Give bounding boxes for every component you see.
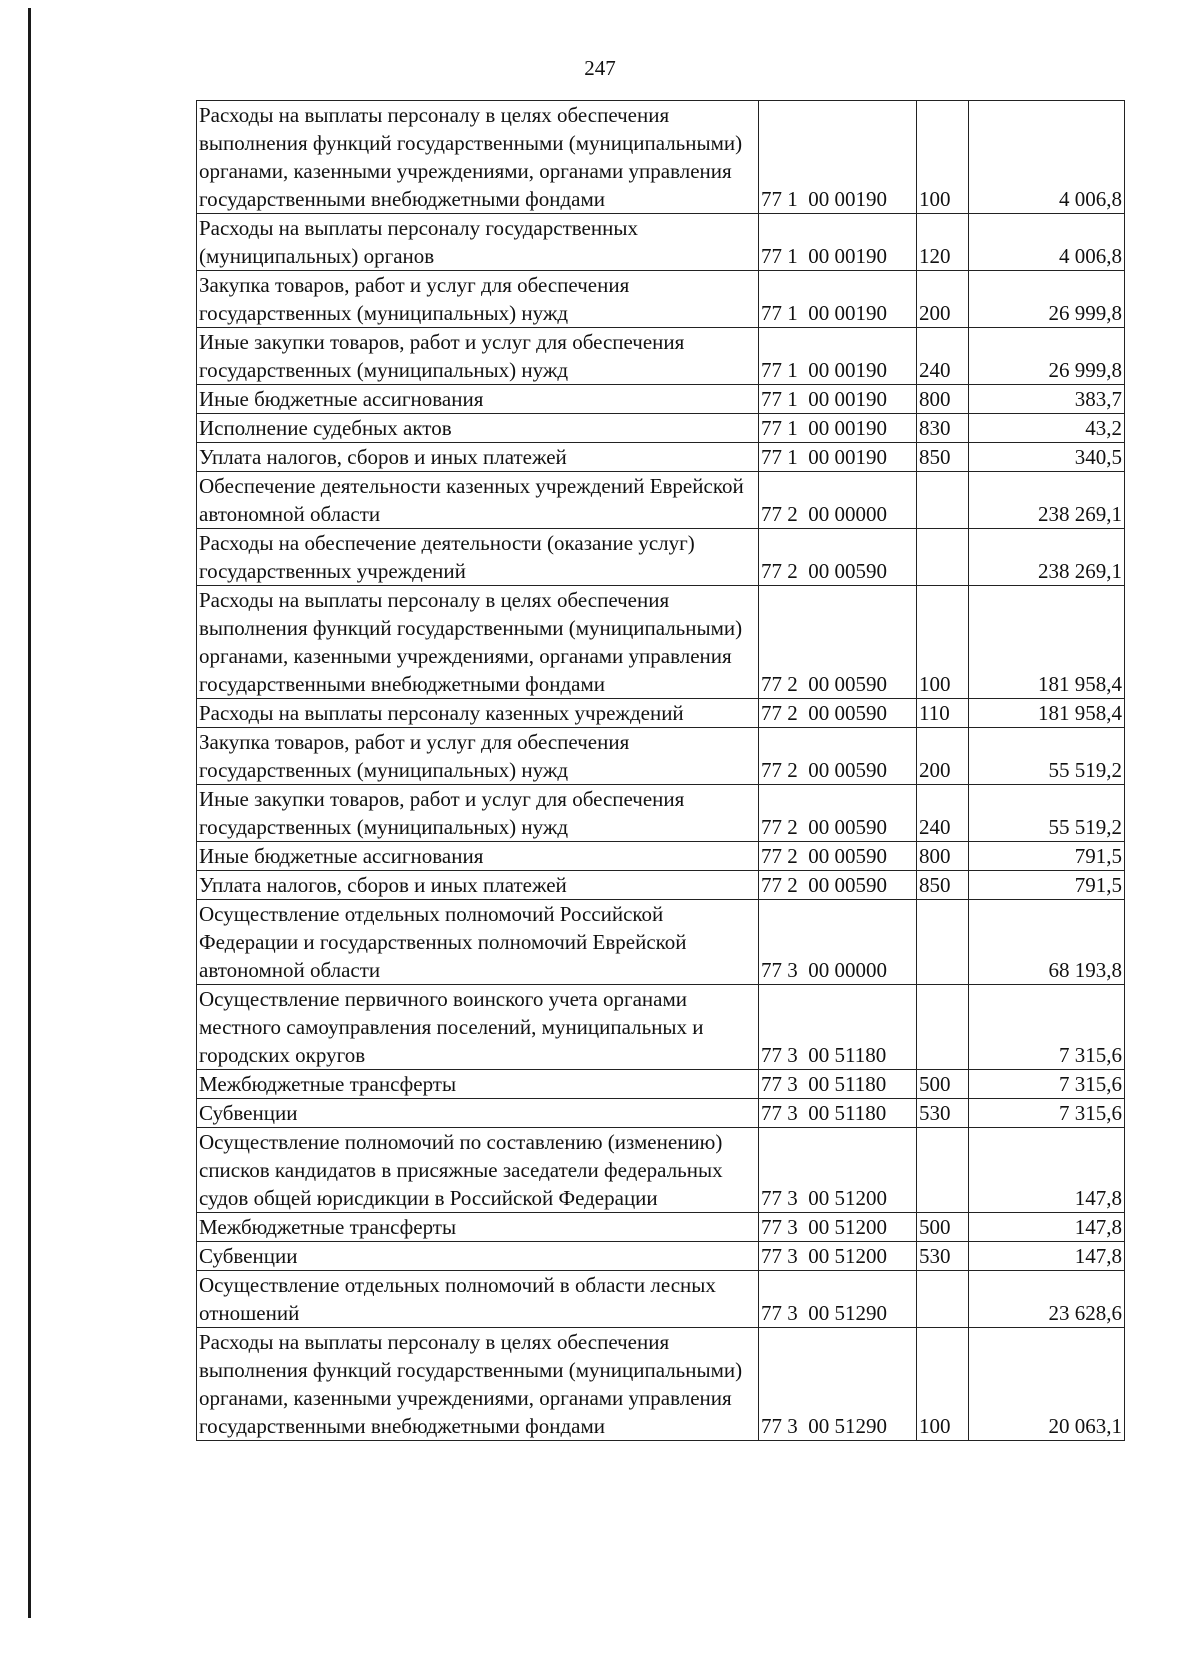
target-code-cell: 77 3 00 51200 — [759, 1213, 917, 1242]
target-code-cell: 77 3 00 51200 — [759, 1242, 917, 1271]
target-code-cell: 77 2 00 00590 — [759, 586, 917, 699]
target-code-cell: 77 3 00 51180 — [759, 1099, 917, 1128]
expense-type-cell: 800 — [917, 842, 969, 871]
expense-type-cell: 110 — [917, 699, 969, 728]
target-code-cell: 77 1 00 00190 — [759, 271, 917, 328]
table-row — [197, 728, 1125, 785]
expense-name-cell: Расходы на выплаты персоналу в целях обеспечения выполнения функций государственными (муниципальными) органами, казенными учреждениями, органами управления государственными внебюджетными фондами — [197, 1328, 759, 1441]
amount-cell: 340,5 — [969, 443, 1125, 472]
amount-cell: 147,8 — [969, 1213, 1125, 1242]
target-code-cell: 77 1 00 00190 — [759, 443, 917, 472]
amount-cell: 4 006,8 — [969, 214, 1125, 271]
target-code-cell: 77 1 00 00190 — [759, 101, 917, 214]
expense-type-cell: 200 — [917, 728, 969, 785]
amount-cell: 55 519,2 — [969, 728, 1125, 785]
table-row — [197, 214, 1125, 271]
target-code-cell: 77 3 00 51180 — [759, 1070, 917, 1099]
amount-cell: 181 958,4 — [969, 586, 1125, 699]
table-row — [197, 1128, 1125, 1213]
amount-cell: 791,5 — [969, 842, 1125, 871]
expense-type-cell: 100 — [917, 586, 969, 699]
table-row — [197, 328, 1125, 385]
expense-type-cell — [917, 1128, 969, 1213]
expense-type-cell: 500 — [917, 1213, 969, 1242]
amount-cell: 55 519,2 — [969, 785, 1125, 842]
expense-name-cell: Иные закупки товаров, работ и услуг для обеспечения государственных (муниципальных) нужд — [197, 785, 759, 842]
table-row — [197, 1271, 1125, 1328]
table-row — [197, 1213, 1125, 1242]
expense-type-cell: 530 — [917, 1099, 969, 1128]
target-code-cell: 77 2 00 00590 — [759, 842, 917, 871]
expense-name-cell: Осуществление отдельных полномочий Российской Федерации и государственных полномочий Еврейской автономной области — [197, 900, 759, 985]
expense-type-cell: 240 — [917, 328, 969, 385]
amount-cell: 238 269,1 — [969, 529, 1125, 586]
expense-name-cell: Закупка товаров, работ и услуг для обеспечения государственных (муниципальных) нужд — [197, 271, 759, 328]
amount-cell: 7 315,6 — [969, 1070, 1125, 1099]
amount-cell: 26 999,8 — [969, 328, 1125, 385]
target-code-cell: 77 2 00 00590 — [759, 785, 917, 842]
budget-table-body — [197, 101, 1125, 1441]
table-row — [197, 101, 1125, 214]
target-code-cell: 77 3 00 51200 — [759, 1128, 917, 1213]
expense-type-cell — [917, 900, 969, 985]
expense-type-cell: 100 — [917, 101, 969, 214]
expense-name-cell: Уплата налогов, сборов и иных платежей — [197, 871, 759, 900]
expense-name-cell: Субвенции — [197, 1242, 759, 1271]
expense-name-cell: Межбюджетные трансферты — [197, 1070, 759, 1099]
expense-name-cell: Расходы на выплаты персоналу казенных учреждений — [197, 699, 759, 728]
table-row — [197, 699, 1125, 728]
expense-name-cell: Иные бюджетные ассигнования — [197, 385, 759, 414]
target-code-cell: 77 3 00 51180 — [759, 985, 917, 1070]
target-code-cell: 77 3 00 51290 — [759, 1271, 917, 1328]
expense-name-cell: Осуществление отдельных полномочий в области лесных отношений — [197, 1271, 759, 1328]
table-row — [197, 985, 1125, 1070]
table-row — [197, 414, 1125, 443]
table-row — [197, 871, 1125, 900]
expense-name-cell: Осуществление первичного воинского учета органами местного самоуправления поселений, муниципальных и городских округов — [197, 985, 759, 1070]
expense-name-cell: Расходы на выплаты персоналу в целях обеспечения выполнения функций государственными (муниципальными) органами, казенными учреждениями, органами управления государственными внебюджетными фондами — [197, 101, 759, 214]
amount-cell: 43,2 — [969, 414, 1125, 443]
expense-type-cell: 830 — [917, 414, 969, 443]
amount-cell: 181 958,4 — [969, 699, 1125, 728]
expense-name-cell: Субвенции — [197, 1099, 759, 1128]
table-row — [197, 385, 1125, 414]
expense-type-cell — [917, 472, 969, 529]
binding-line — [28, 8, 31, 1618]
table-row — [197, 472, 1125, 529]
target-code-cell: 77 1 00 00190 — [759, 214, 917, 271]
expense-type-cell: 530 — [917, 1242, 969, 1271]
target-code-cell: 77 1 00 00190 — [759, 414, 917, 443]
expense-type-cell: 850 — [917, 871, 969, 900]
expense-name-cell: Обеспечение деятельности казенных учреждений Еврейской автономной области — [197, 472, 759, 529]
amount-cell: 7 315,6 — [969, 1099, 1125, 1128]
expense-name-cell: Расходы на обеспечение деятельности (оказание услуг) государственных учреждений — [197, 529, 759, 586]
expense-type-cell — [917, 985, 969, 1070]
table-row — [197, 443, 1125, 472]
budget-table — [196, 100, 1125, 1441]
target-code-cell: 77 3 00 51290 — [759, 1328, 917, 1441]
amount-cell: 147,8 — [969, 1242, 1125, 1271]
expense-name-cell: Осуществление полномочий по составлению (изменению) списков кандидатов в присяжные заседатели федеральных судов общей юрисдикции в Российской Федерации — [197, 1128, 759, 1213]
expense-name-cell: Закупка товаров, работ и услуг для обеспечения государственных (муниципальных) нужд — [197, 728, 759, 785]
amount-cell: 23 628,6 — [969, 1271, 1125, 1328]
amount-cell: 20 063,1 — [969, 1328, 1125, 1441]
amount-cell: 4 006,8 — [969, 101, 1125, 214]
expense-type-cell: 240 — [917, 785, 969, 842]
amount-cell: 7 315,6 — [969, 985, 1125, 1070]
expense-type-cell: 200 — [917, 271, 969, 328]
expense-name-cell: Иные закупки товаров, работ и услуг для обеспечения государственных (муниципальных) нужд — [197, 328, 759, 385]
expense-name-cell: Исполнение судебных актов — [197, 414, 759, 443]
amount-cell: 791,5 — [969, 871, 1125, 900]
expense-type-cell — [917, 1271, 969, 1328]
target-code-cell: 77 2 00 00590 — [759, 699, 917, 728]
target-code-cell: 77 3 00 00000 — [759, 900, 917, 985]
amount-cell: 68 193,8 — [969, 900, 1125, 985]
target-code-cell: 77 2 00 00000 — [759, 472, 917, 529]
table-row — [197, 271, 1125, 328]
expense-name-cell: Расходы на выплаты персоналу государственных (муниципальных) органов — [197, 214, 759, 271]
table-row — [197, 586, 1125, 699]
expense-type-cell: 800 — [917, 385, 969, 414]
expense-type-cell: 100 — [917, 1328, 969, 1441]
expense-type-cell: 500 — [917, 1070, 969, 1099]
amount-cell: 147,8 — [969, 1128, 1125, 1213]
target-code-cell: 77 1 00 00190 — [759, 385, 917, 414]
expense-type-cell — [917, 529, 969, 586]
page-number: 247 — [584, 56, 616, 80]
table-row — [197, 1070, 1125, 1099]
target-code-cell: 77 2 00 00590 — [759, 871, 917, 900]
table-row — [197, 1099, 1125, 1128]
expense-type-cell: 120 — [917, 214, 969, 271]
target-code-cell: 77 2 00 00590 — [759, 529, 917, 586]
table-row — [197, 1328, 1125, 1441]
table-row — [197, 785, 1125, 842]
expense-name-cell: Межбюджетные трансферты — [197, 1213, 759, 1242]
table-row — [197, 529, 1125, 586]
target-code-cell: 77 1 00 00190 — [759, 328, 917, 385]
table-row — [197, 1242, 1125, 1271]
amount-cell: 238 269,1 — [969, 472, 1125, 529]
expense-name-cell: Иные бюджетные ассигнования — [197, 842, 759, 871]
amount-cell: 26 999,8 — [969, 271, 1125, 328]
amount-cell: 383,7 — [969, 385, 1125, 414]
expense-name-cell: Уплата налогов, сборов и иных платежей — [197, 443, 759, 472]
expense-name-cell: Расходы на выплаты персоналу в целях обеспечения выполнения функций государственными (муниципальными) органами, казенными учреждениями, органами управления государственными внебюджетными фондами — [197, 586, 759, 699]
table-row — [197, 842, 1125, 871]
expense-type-cell: 850 — [917, 443, 969, 472]
table-row — [197, 900, 1125, 985]
target-code-cell: 77 2 00 00590 — [759, 728, 917, 785]
